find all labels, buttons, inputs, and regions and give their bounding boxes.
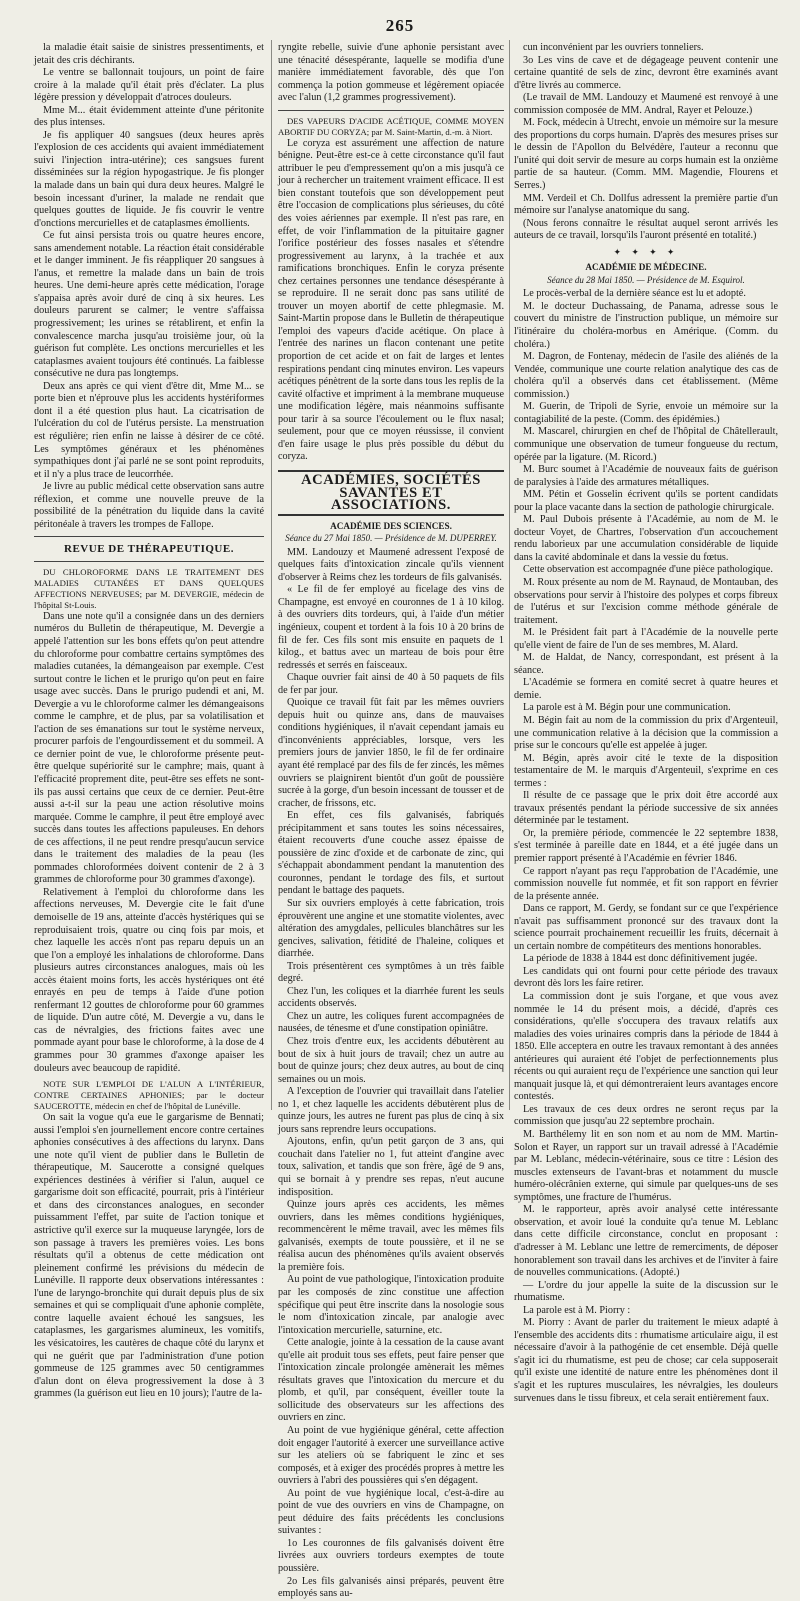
academy-sciences-title: ACADÉMIE DES SCIENCES.: [330, 520, 452, 531]
paragraph: M. Bégin, après avoir cité le texte de la disposition testamentaire de M. le marquis d'Argenteuil, s'exprime en ces termes :: [514, 752, 778, 789]
paragraph: MM. Verdeil et Ch. Dollfus adressent la première partie d'un mémoire sur l'analyse anatomique du sang.: [514, 192, 778, 217]
paragraph: Chez trois d'entre eux, les accidents débutèrent au bout de six à huit jours de travail; chez un autre au bout de quinze jours; chez deux autres, au bout de cinq semaines ou un mois.: [278, 1036, 504, 1085]
paragraph: MM. Pétin et Gosselin écrivent qu'ils se portent candidats pour la place vacante dans la section de pathologie chirurgicale.: [514, 489, 778, 513]
academy-medicine-date: Séance du 28 Mai 1850. — Présidence de M. Esquirol.: [547, 274, 745, 285]
paragraph: Au point de vue hygiénique général, cette affection doit engager l'autorité à exercer une surveillance active sur les ateliers où se fabriquent le zinc et ses composés, et à exiger des procédés propres à mettre les ouvriers à l'abri des poussières qui s'en dégagent.: [278, 1424, 504, 1487]
paragraph: (Nous ferons connaître le résultat auquel seront arrivés les auteurs de ce travail, lorsqu'ils l'auront présenté en totalité.): [514, 217, 778, 242]
column-1: [34, 42, 264, 1400]
paragraph: La commission dont je suis l'organe, et que vous avez nommée le 14 du présent mois, a décidé, d'après ces considérations, qu'elle s'occupera des travaux relatifs aux maladies des voies urinaires compris dans la période de 1844 à 1850. Elle acceptera en outre les travaux remontant à des années antérieures qui auraient été l'objet de perfectionnements plus récents ou qui auraient reçu de l'expérience une sanction qui leur manquait jusque là, et qui démontreraient leurs avantages encore contestés.: [514, 991, 778, 1103]
paragraph: Je fis appliquer 40 sangsues (deux heures après l'explosion de ces accidents qui avaient immédiatement suivi l'injection intra-utérine); ces sangsues furent disséminées sur la région hypogastrique. Je fis plonger la malade dans un bain qui dura deux heures. Malgré le besoin incessant d'uriner, la malade ne rendait que quelques gouttes de liquide. Je fis couvrir le ventre d'onctions mercurielles et de cataplasmes émollients.: [34, 129, 264, 229]
academy-sciences-date: Séance du 27 Mai 1850. — Présidence de M. DUPERREY.: [285, 533, 497, 544]
paragraph: Il résulte de ce passage que le prix doit être accordé aux travaux présentés pendant la période successive de six années déterminée par le testament.: [514, 790, 778, 827]
paragraph: On sait la vogue qu'a eue le gargarisme de Bennati; aussi l'emploi s'en journellement encore contre certaines aphonies consécutives à des affections du larynx. Dans une note qu'il vient de publier dans le Bulletin de thérapeutique, M. Saucerotte a consigné quelques expériences destinées à vérifier si l'alun, auquel ce gargarisme doit son efficacité, pourrait, pris à l'intérieur et dans des circonstances analogues, en seconder puissamment l'effet, par suite de l'action tonique et astrictive qu'il exerce sur la muqueuse laryngée, lors de son passage à travers les premières voies. Les bons résultats qu'il a obtenus de cette médication ont pleinement confirmé les prévisions du médecin de Lunéville. Il rapporte deux observations intéressantes : l'une de laryngo-bronchite qui durait depuis plus de six semaines et qui se compliquait d'une aphonie complète, contre laquelle avaient échoué les sangsues, les cataplasmes, les gargarismes alumineux, les vomitifs, les vésicatoires, les cautères de chaque côté du larynx et qui ne guérit que par l'administration d'une potion gommeuse de 125 grammes avec 50 centigrammes d'alun dont on éleva progressivement la dose à 3 grammes (la guérison eut lieu en 10 jours); l'autre de la-: [34, 1112, 264, 1400]
paragraph: M. le rapporteur, après avoir analysé cette intéressante observation, et avoir loué la conduite qu'a tenue M. Leblanc dans cette difficile circonstance, conclut en proposant : d'adresser à M. Leblanc une lettre de remerciments, de déposer honorablement son travail dans les archives et de l'inviter à faire de nouvelles communications. (Adopté.): [514, 1204, 778, 1279]
continued-paragraph: ryngite rebelle, suivie d'une aphonie persistant avec une ténacité désespérante, laquelle se modifia d'une manière immédiatement favorable, dès que l'on commença la potion gommeuse et légèrement opiacée avec l'alun (1,2 grammes progressivement).: [278, 42, 504, 104]
paragraph: Les candidats qui ont fourni pour cette période des travaux devront dès lors les faire retirer.: [514, 965, 778, 990]
paragraph: A l'exception de l'ouvrier qui travaillait dans l'atelier no 1, et chez laquelle les accidents débutèrent plus de quinze jours, les autres ne furent pas plus de cinq à six jours sans reprendre leurs occupations.: [278, 1086, 504, 1135]
section-title-academies: ACADÉMIES, SOCIÉTÉS SAVANTES ET ASSOCIATIONS.: [278, 470, 504, 516]
page-number: 265: [385, 16, 415, 35]
paragraph: Sur six ouvriers employés à cette fabrication, trois éprouvèrent une angine et une stomatite violentes, avec altération des amygdales, pellicules blanchâtres sur les gencives, salivation, fétidité de l'haleine, coliques et diarrhée.: [278, 898, 504, 960]
article-coryza-body: Le coryza est assurément une affection de nature bénigne. Peut-être est-ce à cette circonstance qu'il faut attribuer le peu d'empressement qu'on a mis jusqu'à ce jour à rechercher un traitement vraiment efficace. Il est bien constant toutefois que son développement peut être l'occasion de complications plus sérieuses, du côté des voies aériennes par exemple. Il n'est pas rare, en effet, de voir l'inflammation de la pituitaire gagner l'orifice postérieur des fosses nasales et s'étendre progressivement au larynx, à la trachée et aux ramifications bronchiques. Enfin le coryza présente chez certaines personnes une tendance désespérante à se reproduire. Il ne serait donc pas sans utilité de trouver un moyen abortif de cette phlegmasie. M. Saint-Martin propose dans le Bulletin de thérapeutique l'emploi des vapeurs d'acide acétique. On place à l'entrée des narines un flacon contenant une petite proportion de cet acide et on fait de larges et lentes respirations pendant cinq minutes environ. Les vapeurs acétiques pénètrent de la sorte dans tous les replis de la cavité olfactive et impriment à la membrane muqueuse une modification légère, mais néanmoins suffisante pour tarir à sa source l'écoulement ou le flux nasal; seulement, pour que ce moyen réussisse, il convient d'en faire usage le plus près possible du début du coryza.: [278, 137, 504, 463]
paragraph: M. le docteur Duchassaing, de Panama, adresse sous le couvert du ministre de l'instruction publique, un mémoire sur l'itinéraire du choléra-morbus en Amérique. (Comm. du choléra.): [514, 300, 778, 350]
paragraph: La parole est à M. Bégin pour une communication.: [523, 702, 731, 714]
paragraph: Dans une note qu'il a consignée dans un des derniers numéros du Bulletin de thérapeutique, M. Devergie a appelé l'attention sur les bons effets qu'on peut attendre du chloroforme pour combattre certains symptômes des maladies cutanées, la démangeaison par exemple. C'est surtout contre le lichen et le prurigo qu'on peut en faire usage avec succès. Dans le prurigo pudendi et ani, M. Devergie a vu le chloroforme calmer les démangeaisons comme le camphre, et de plus, par sa volatilisation et l'action de ses émanations sur tout le système nerveux, procurer parfois de l'engourdissement et du sommeil. A ce dernier point de vue, le chloroforme présente peut-être quelque supériorité sur le camphre; mais, quant à l'efficacité proprement dite, peut-être ses effets ne sont-ils pas aussi certains que ceux de ce dernier. Peut-être aussi a-t-il sur la peau une action résolutive moins marquée. Comme le camphre, il peut être employé avec succès dans toutes les affections papuleuses. En dehors de ces affections, il ne peut rendre presqu'aucun service dans le traitement des maladies de la peau (les pommades chloroformées doivent contenir de 2 à 3 grammes de chloroforme pour 30 grammes d'axonge).: [34, 610, 264, 886]
paragraph: M. de Haldat, de Nancy, correspondant, est présent à la séance.: [514, 652, 778, 676]
paragraph: 3o Les vins de cave et de dégageage peuvent contenir une certaine quantité de sels de zinc, devront être examinés avant d'être livrés au commerce.: [514, 54, 778, 91]
paragraph: En effet, ces fils galvanisés, fabriqués précipitamment et sans toutes les soins nécessaires, étaient recouverts d'une couche assez épaisse de poussière de zinc d'oxide et de carbonate de zinc, qui s'échappait abondamment pendant la manutention des couronnes, pendant le tordage des fils, et surtout pendant le battage des paquets.: [278, 810, 504, 897]
paragraph: Trois présentèrent ces symptômes à un très faible degré.: [278, 960, 504, 985]
paragraph: M. Roux présente au nom de M. Raynaud, de Montauban, des observations pour servir à l'histoire des polypes et corps fibreux de l'utérus et sur l'excision comme méthode générale de traitement.: [514, 576, 778, 626]
paragraph: cun inconvénient par les ouvriers tonneliers.: [523, 42, 704, 53]
separator-stars: ✦ ✦ ✦ ✦: [613, 246, 679, 257]
paragraph: Chez l'un, les coliques et la diarrhée furent les seuls accidents observés.: [278, 985, 504, 1010]
opening-paragraphs: [34, 42, 264, 531]
section-title-therapeutics: REVUE DE THÉRAPEUTIQUE.: [64, 543, 234, 556]
paragraph: M. Piorry : Avant de parler du traitement le mieux adapté à l'ensemble des accidents dits : rhumatisme articulaire aigu, il est nécessaire d'avoir à la pathogénie de cet ensemble. Déjà quelle s'agit ici du rhumatisme, est peu de chose; car cela supposerait qu'il existe une identité de nature entre les phénomènes dont il s'agit et les ruptures musculaires, les névralgies, les douleurs survenues dans le tissu fibreux, et cela serait entièrement faux.: [514, 1317, 778, 1404]
paragraph: 1o Les couronnes de fils galvanisés doivent être livrées aux ouvriers tordeurs exemptes de toute poussière.: [278, 1537, 504, 1574]
paragraph: M. Fock, médecin à Utrecht, envoie un mémoire sur la mesure des proportions du corps humain. D'après des mesures prises sur le dessin de l'Apollon du Belvédère, l'auteur a reconnu que l'unité qui doit servir de mesure au corps humain est la onzième partie de sa hauteur. (Comm. MM. Magendie, Flourens et Serres.): [514, 117, 778, 192]
paragraph: Au point de vue hygiénique local, c'est-à-dire au point de vue des ouvriers en vins de Champagne, on peut déduire des faits précédents les conclusions suivantes :: [278, 1487, 504, 1537]
column-3: [514, 42, 778, 1404]
paragraph: M. Guerin, de Tripoli de Syrie, envoie un mémoire sur la contagiabilité de la peste. (Comm. des épidémies.): [514, 401, 778, 425]
paragraph: Mme M... était évidemment atteinte d'une péritonite des plus intenses.: [34, 104, 264, 129]
paragraph: M. Bégin fait au nom de la commission du prix d'Argenteuil, une communication relative à la décision que la commission a prise sur le concours qu'elle est appelée à juger.: [514, 714, 778, 752]
academy-sciences-body: [278, 547, 504, 1601]
paragraph: Le ventre se ballonnait toujours, un point de faire croire à la malade qu'il était près d'éclater. La plus légère pression y développait d'atroces douleurs.: [34, 67, 264, 104]
paragraph: M. le Président fait part à l'Académie de la nouvelle perte qu'elle vient de faire de l'un de ses membres, M. Alard.: [514, 627, 778, 651]
paragraph: Cette observation est accompagnée d'une pièce pathologique.: [523, 564, 773, 576]
paragraph: Quoique ce travail fût fait par les mêmes ouvriers depuis huit ou quinze ans, dans de mauvaises conditions hygiéniques, il n'avait cependant jamais eu d'inconvénients appréciables, lorsque, vers les premiers jours de janvier 1850, le fil de fer ordinaire ayant été remplacé par des fils de fer zincés, les mêmes ouvriers se plaignirent bientôt d'un goût de poussière sucrée à la gorge, d'un besoin incessant de tousser et de cracher, de frissons, etc.: [278, 697, 504, 809]
academy-medicine-body: [514, 288, 778, 1405]
paragraph: 2o Les fils galvanisés ainsi préparés, peuvent être employés sans au-: [278, 1575, 504, 1600]
article-heading-chloroform: DU CHLOROFORME DANS LE TRAITEMENT DES MALADIES CUTANÉES ET DANS QUELQUES AFFECTIONS NERVEUSES; par M. DEVERGIE, médecin de l'hôpital St-Louis.: [34, 566, 264, 610]
paragraph: M. Barthélemy lit en son nom et au nom de MM. Martin-Solon et Rayer, un rapport sur un travail adressé à l'Académie par M. Leblanc, médecin-vétérinaire, sous ce titre : Lésion des muscles extenseurs de l'avant-bras et notamment du muscle huméro-olécrânien externe, qui simule par quelques-uns de ses symptômes, une fracture de l'humérus.: [514, 1129, 778, 1203]
paragraph: Je livre au public médical cette observation sans autre réflexion, et comme une nouvelle preuve de la possibilité de la pénétration du liquide dans la cavité péritonéale à travers les trompes de Fallope.: [34, 481, 264, 530]
paragraph: Ajoutons, enfin, qu'un petit garçon de 3 ans, qui couchait dans l'atelier no 1, fut atteint d'angine avec toux, salivation, et tandis que son frère, âgé de 9 ans, qui se bornait à y prendre ses repas, n'eut aucune indisposition.: [278, 1136, 504, 1198]
paragraph: Ce fut ainsi persista trois ou quatre heures encore, sans amendement notable. La réaction était considérable et le danger imminent. Je fis réappliquer 20 sangsues à l'anus, et remettre la malade dans un bain de trois heures. Une demi-heure après cette médication, l'orage s'appaisa après avoir duré de cinq à six heures. Les douleurs parurent se calmer; le ventre s'affaissa progressivement; les urines se rétablirent, et enfin la convalescence marcha jusqu'au troisième jour, où la guérison fut complète. Les onctions mercurielles et les cataplasmes avaient toujours été continués. La faiblesse consécutive ne dura pas longtemps.: [34, 230, 264, 380]
article-chloroform-body: [34, 611, 264, 1075]
paragraph: la maladie était saisie de sinistres pressentiments, et jetait des cris déchirants.: [34, 42, 264, 66]
paragraph: Dans ce rapport, M. Gerdy, se fondant sur ce que l'expérience n'avait pas suffisamment prononcé sur des travaux dont la science pourrait prochainement recueillir les fruits, décernait à un certain nombre de compétiteurs des mentions honorables.: [514, 903, 778, 952]
academy-medicine-title: ACADÉMIE DE MÉDECINE.: [585, 262, 707, 273]
column-divider: [271, 40, 272, 1110]
paragraph: La période de 1838 à 1844 est donc définitivement jugée.: [523, 953, 758, 965]
paragraph: M. Burc soumet à l'Académie de nouveaux faits de guérison de paralysies à l'aide des armatures métalliques.: [514, 464, 778, 488]
academy-sciences-continued: [514, 42, 778, 243]
paragraph: La parole est à M. Piorry :: [523, 1304, 631, 1316]
paragraph: Relativement à l'emploi du chloroforme dans les affections nerveuses, M. Devergie cite le fait d'une demoiselle de 19 ans, atteinte d'accès hystériques qui se reproduisaient trois, quatre ou cinq fois par mois, et chez laquelle les accès n'ont pas reparu depuis un an que l'on a employé les inhalations de chloroforme. Dans plusieurs autres circonstances analogues, mais où les accès étaient moins forts, les accès hystériques ont été enrayés en peu de temps à l'aide d'une potion renfermant 12 gouttes de chloroforme pour 60 grammes de liquide. D'un autre côté, M. Devergie a vu, dans le cas de névralgies, des frictions faites avec une pommade ayant pour base le chloroforme, à la dose de 4 grammes pour 30 grammes d'axonge apaiser les douleurs avec beaucoup de rapidité.: [34, 886, 264, 1074]
paragraph: Or, la première période, commencée le 22 septembre 1838, s'est terminée à pareille date en 1844, et a été jugée dans un premier rapport présenté à l'Académie en février 1846.: [514, 827, 778, 864]
article-heading-coryza: DES VAPEURS D'ACIDE ACÉTIQUE, COMME MOYEN ABORTIF DU CORYZA; par M. Saint-Martin, d.-m. à Niort.: [278, 115, 504, 137]
paragraph: — L'ordre du jour appelle la suite de la discussion sur le rhumatisme.: [514, 1279, 778, 1304]
rule: [278, 110, 504, 111]
paragraph: M. Dagron, de Fontenay, médecin de l'asile des aliénés de la Vendée, communique une courte relation analytique des cas de choléra qu'il a observés dans cet établissement. (Même commission.): [514, 351, 778, 400]
column-divider: [509, 40, 510, 1110]
rule: [34, 561, 264, 562]
rule: [34, 536, 264, 537]
paragraph: Chaque ouvrier fait ainsi de 40 à 50 paquets de fils de fer par jour.: [278, 672, 504, 696]
paragraph: M. Mascarel, chirurgien en chef de l'hôpital de Châtellerault, communique une observation de tumeur fongueuse du rectum, opérée par la ligature. (M. Ricord.): [514, 426, 778, 463]
article-alun-body: [34, 1112, 264, 1401]
paragraph: Ce rapport n'ayant pas reçu l'approbation de l'Académie, une commission nouvelle fut nommée, et fit son rapport en février de la présente année.: [514, 865, 778, 902]
article-heading-alun: NOTE SUR L'EMPLOI DE L'ALUN A L'INTÉRIEUR, CONTRE CERTAINES APHONIES; par le docteur SAUCEROTTE, médecin en chef de l'hôpital de Lunéville.: [34, 1079, 264, 1112]
paragraph: (Le travail de MM. Landouzy et Maumené est renvoyé à une commission composée de MM. Andral, Rayer et Pelouze.): [514, 92, 778, 116]
paragraph: Le procès-verbal de la dernière séance est lu et adopté.: [523, 288, 746, 300]
paragraph: L'Académie se formera en comité secret à quatre heures et demie.: [514, 677, 778, 701]
paragraph: Chez un autre, les coliques furent accompagnées de nausées, de ténesme et d'une constipation opiniâtre.: [278, 1010, 504, 1035]
paragraph: Cette analogie, jointe à la cessation de la cause avant qu'elle ait produit tous ses effets, peut faire penser que l'intoxication zincale prolongée amènerait les mêmes résultats graves que l'intoxication du mercure et du plomb, et qu'il, par conséquent, éveiller toute la sollicitude des observateurs sur les affections des ouvriers en zinc.: [278, 1337, 504, 1424]
paragraph: Les travaux de ces deux ordres ne seront reçus par la commission que jusqu'au 22 septembre prochain.: [514, 1103, 778, 1128]
paragraph: « Le fil de fer employé au ficelage des vins de Champagne, est envoyé en couronnes de 1 à 10 kilog. à des ouvriers dits tordeurs, qui, à l'aide d'un métier ingénieux, coupent et tordent à la fois 10 à 20 brins de fil de fer. Ces fils sont mis ensuite en paquets de 1 kilog., et battus avec un marteau de bois pour être redressés et serrés en faisceaux.: [278, 584, 504, 671]
paragraph: MM. Landouzy et Maumené adressent l'exposé de quelques faits d'intoxication zincale qu'ils viennent d'observer à Reims chez les tordeurs de fils galvanisés.: [278, 546, 504, 583]
paragraph: Quinze jours après ces accidents, les mêmes ouvriers, dans les mêmes conditions hygiéniques, recommencèrent le même travail, avec les mêmes fils galvanisés, exempts de toute poussière, et il ne se réalisa aucun des phénomènes qu'ils avaient observés la première fois.: [278, 1199, 504, 1273]
paragraph: Au point de vue pathologique, l'intoxication produite par les composés de zinc constitue une affection spécifique qui peut être inscrite dans la nosologie sous le nom d'intoxication zincale, par analogie avec l'intoxication mercurielle, saturnine, etc.: [278, 1274, 504, 1336]
paragraph: M. Paul Dubois présente à l'Académie, au nom de M. le docteur Voyet, de Chartres, l'observation d'un accouchement rendu laborieux par une accumulation considérable de liquide dans la cavité abdominale et dans la vessie du fœtus.: [514, 514, 778, 563]
paragraph: Deux ans après ce qui vient d'être dit, Mme M... se porte bien et n'éprouve plus les accidents hystériformes dont il a été question plus haut. La cicatrisation de l'ulcération du col de l'utérus persiste. La menstruation est régulière; rien enfin ne laisse à désirer de ce côté. Les symptômes généraux et les phénomènes sympathiques dont j'ai parlé ne se sont point reproduits, et il n'y a plus trace de leucorrhée.: [34, 380, 264, 480]
column-2: [278, 42, 504, 1600]
